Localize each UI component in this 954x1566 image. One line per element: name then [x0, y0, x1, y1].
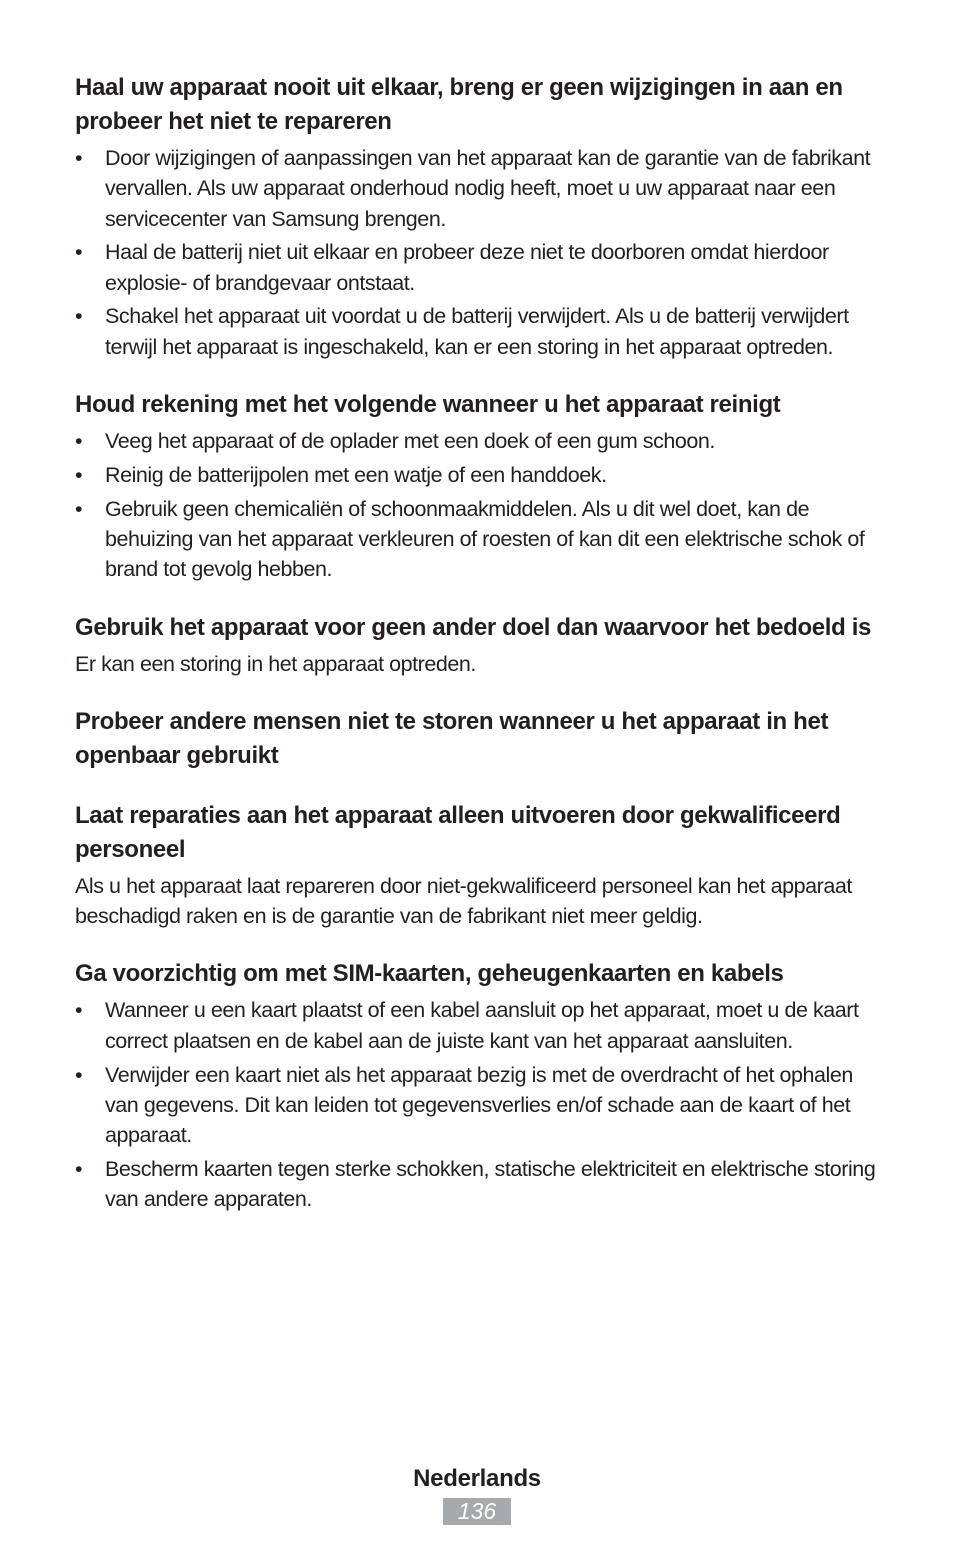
bullet-list: [75, 426, 887, 584]
footer-language: Nederlands: [413, 1465, 541, 1492]
list-item-text: Door wijzigingen of aanpassingen van het apparaat kan de garantie van de fabrikant vervallen. Als uw apparaat onderhoud nodig heeft, moet u uw apparaat naar een servicecenter van Samsung brengen.: [105, 146, 871, 231]
list-item: [75, 460, 887, 490]
list-item-text: Haal de batterij niet uit elkaar en probeer deze niet te doorboren omdat hierdoor explosie- of brandgevaar ontstaat.: [105, 240, 829, 295]
section-title: Haal uw apparaat nooit uit elkaar, breng er geen wijzigingen in aan en probeer het niet te repareren: [75, 74, 843, 135]
bullet-glyph: •: [75, 998, 83, 1023]
section-repairs: [75, 799, 887, 932]
section-disassembly: [75, 71, 887, 362]
bullet-glyph: •: [75, 462, 83, 487]
list-item: [75, 301, 887, 362]
list-item-text: Verwijder een kaart niet als het apparaat bezig is met de overdracht of het ophalen van gegevens. Dit kan leiden tot gegevensverlies en/of schade aan de kaart of het apparaat.: [105, 1062, 853, 1148]
bullet-glyph: •: [75, 1156, 83, 1181]
list-item-text: Gebruik geen chemicaliën of schoonmaakmiddelen. Als u dit wel doet, kan de behuizing van het apparaat verkleuren of roesten of kan dit een elektrische schok of brand tot gevolg hebben.: [105, 496, 865, 582]
list-item: [75, 143, 887, 234]
section-text: Er kan een storing in het apparaat optreden.: [75, 651, 476, 676]
page-footer: [0, 1462, 954, 1525]
list-item: [75, 995, 887, 1056]
section-cards-cables: [75, 957, 887, 1214]
list-item: [75, 1154, 887, 1215]
bullet-glyph: •: [75, 240, 83, 265]
section-title: Probeer andere mensen niet te storen wanneer u het apparaat in het openbaar gebruikt: [75, 707, 829, 769]
bullet-list: [75, 995, 887, 1214]
list-item: [75, 494, 887, 585]
list-item-text: Schakel het apparaat uit voordat u de batterij verwijdert. Als u de batterij verwijdert terwijl het apparaat is ingeschakeld, kan er een storing in het apparaat optreden.: [105, 304, 849, 359]
section-text: Als u het apparaat laat repareren door niet-gekwalificeerd personeel kan het apparaat beschadigd raken en is de garantie van de fabrikant niet meer geldig.: [75, 873, 852, 929]
bullet-glyph: •: [75, 1062, 83, 1087]
bullet-list: [75, 143, 887, 362]
section-title: Ga voorzichtig om met SIM-kaarten, geheugenkaarten en kabels: [75, 960, 784, 988]
list-item: [75, 1060, 887, 1151]
list-item-text: Wanneer u een kaart plaatst of een kabel aansluit op het apparaat, moet u de kaart correct plaatsen en de kabel aan de juiste kant van het apparaat aansluiten.: [105, 998, 859, 1053]
bullet-glyph: •: [75, 429, 83, 454]
list-item-text: Bescherm kaarten tegen sterke schokken, statische elektriciteit en elektrische storing van andere apparaten.: [105, 1156, 876, 1212]
list-item-text: Reinig de batterijpolen met een watje of een handdoek.: [105, 462, 607, 487]
section-title: Gebruik het apparaat voor geen ander doel dan waarvoor het bedoeld is: [75, 613, 872, 641]
bullet-glyph: •: [75, 146, 83, 170]
section-title: Houd rekening met het volgende wanneer u het apparaat reinigt: [75, 391, 781, 419]
section-public-use: [75, 705, 887, 773]
list-item: [75, 237, 887, 298]
section-cleaning: [75, 388, 887, 584]
list-item-text: Veeg het apparaat of de oplader met een doek of een gum schoon.: [105, 429, 715, 454]
document-body: [75, 71, 887, 1241]
page-number-wrapper: [0, 1498, 954, 1525]
bullet-glyph: •: [75, 304, 83, 329]
section-title: Laat reparaties aan het apparaat alleen uitvoeren door gekwalificeerd personeel: [75, 801, 841, 863]
section-intended-use: [75, 611, 887, 679]
list-item: [75, 426, 887, 456]
page-number-badge: 136: [443, 1498, 511, 1525]
bullet-glyph: •: [75, 496, 83, 521]
